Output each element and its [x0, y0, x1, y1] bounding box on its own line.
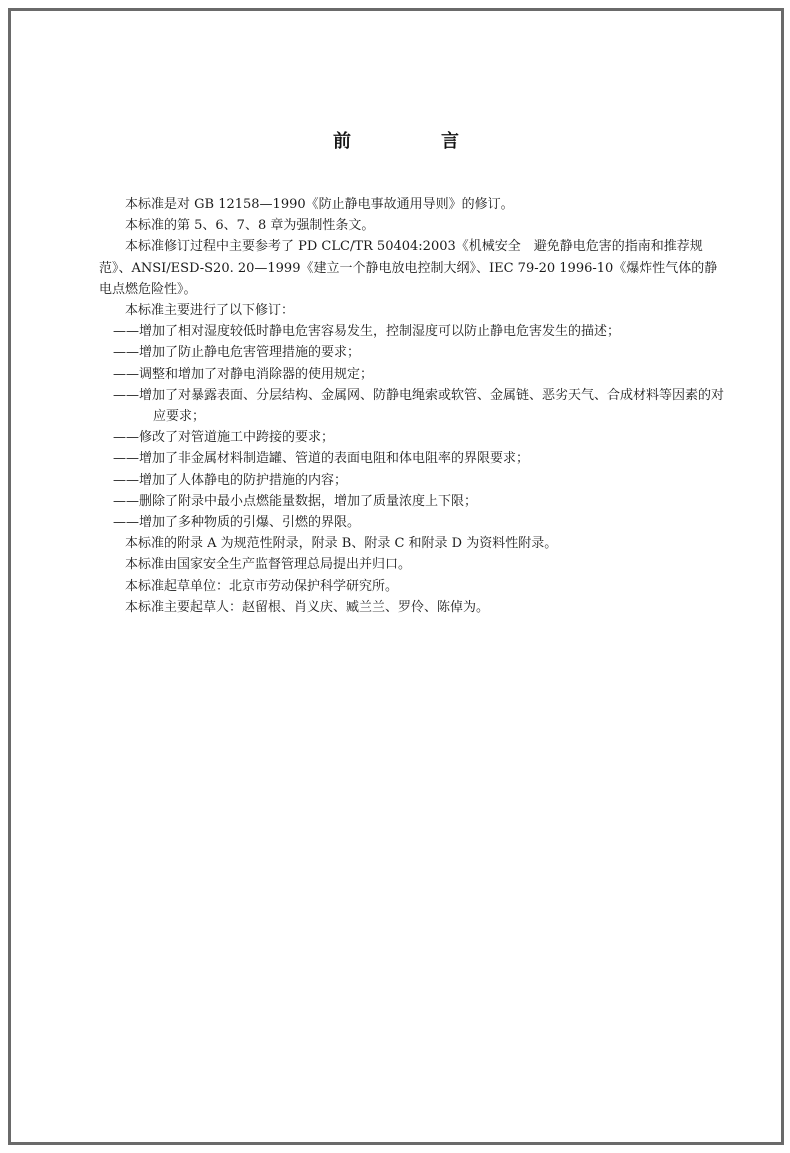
paragraph-annexes: 本标准的附录 A 为规范性附录，附录 B、附录 C 和附录 D 为资料性附录。	[125, 536, 558, 552]
page-title: 前 言	[333, 131, 495, 152]
page-frame	[8, 8, 784, 1145]
revision-item: ——增加了相对湿度较低时静电危害容易发生，控制湿度可以防止静电危害发生的描述；	[113, 324, 621, 340]
revision-item: ——删除了附录中最小点燃能量数据，增加了质量浓度上下限；	[113, 493, 478, 509]
revision-item: ——调整和增加了对静电消除器的使用规定；	[113, 366, 374, 382]
revision-item: ——增加了对暴露表面、分层结构、金属网、防静电绳索或软管、金属链、恶劣天气、合成材料等因素的对应要求；	[113, 387, 725, 425]
paragraph-main-revisions: 本标准主要进行了以下修订：	[125, 303, 295, 319]
revision-item: ——增加了防止静电危害管理措施的要求；	[113, 345, 361, 361]
foreword-body	[99, 194, 725, 618]
paragraph-proposer: 本标准由国家安全生产监督管理总局提出并归口。	[125, 557, 412, 573]
revision-item: ——增加了多种物质的引爆、引燃的界限。	[113, 515, 361, 531]
paragraph-revision-note: 本标准是对 GB 12158—1990《防止静电事故通用导则》的修订。	[125, 197, 514, 212]
paragraph-drafters: 本标准主要起草人：赵留根、肖义庆、臧兰兰、罗伶、陈倬为。	[125, 599, 490, 615]
revision-item: ——增加了非金属材料制造罐、管道的表面电阻和体电阻率的界限要求；	[113, 451, 530, 467]
revision-item: ——增加了人体静电的防护措施的内容；	[113, 472, 348, 488]
paragraph-mandatory-clauses: 本标准的第 5、6、7、8 章为强制性条文。	[125, 218, 375, 234]
paragraph-references: 本标准修订过程中主要参考了 PD CLC/TR 50404:2003《机械安全 避免静电危害的指南和推荐规范》、ANSI/ESD-S20. 20—1999《建立一个静电放电控制大纲》、IEC 79-20 1996-10《爆炸性气体的静电点燃危险性》。	[99, 239, 718, 297]
revision-item: ——修改了对管道施工中跨接的要求；	[113, 430, 335, 446]
paragraph-drafting-unit: 本标准起草单位：北京市劳动保护科学研究所。	[125, 578, 399, 594]
